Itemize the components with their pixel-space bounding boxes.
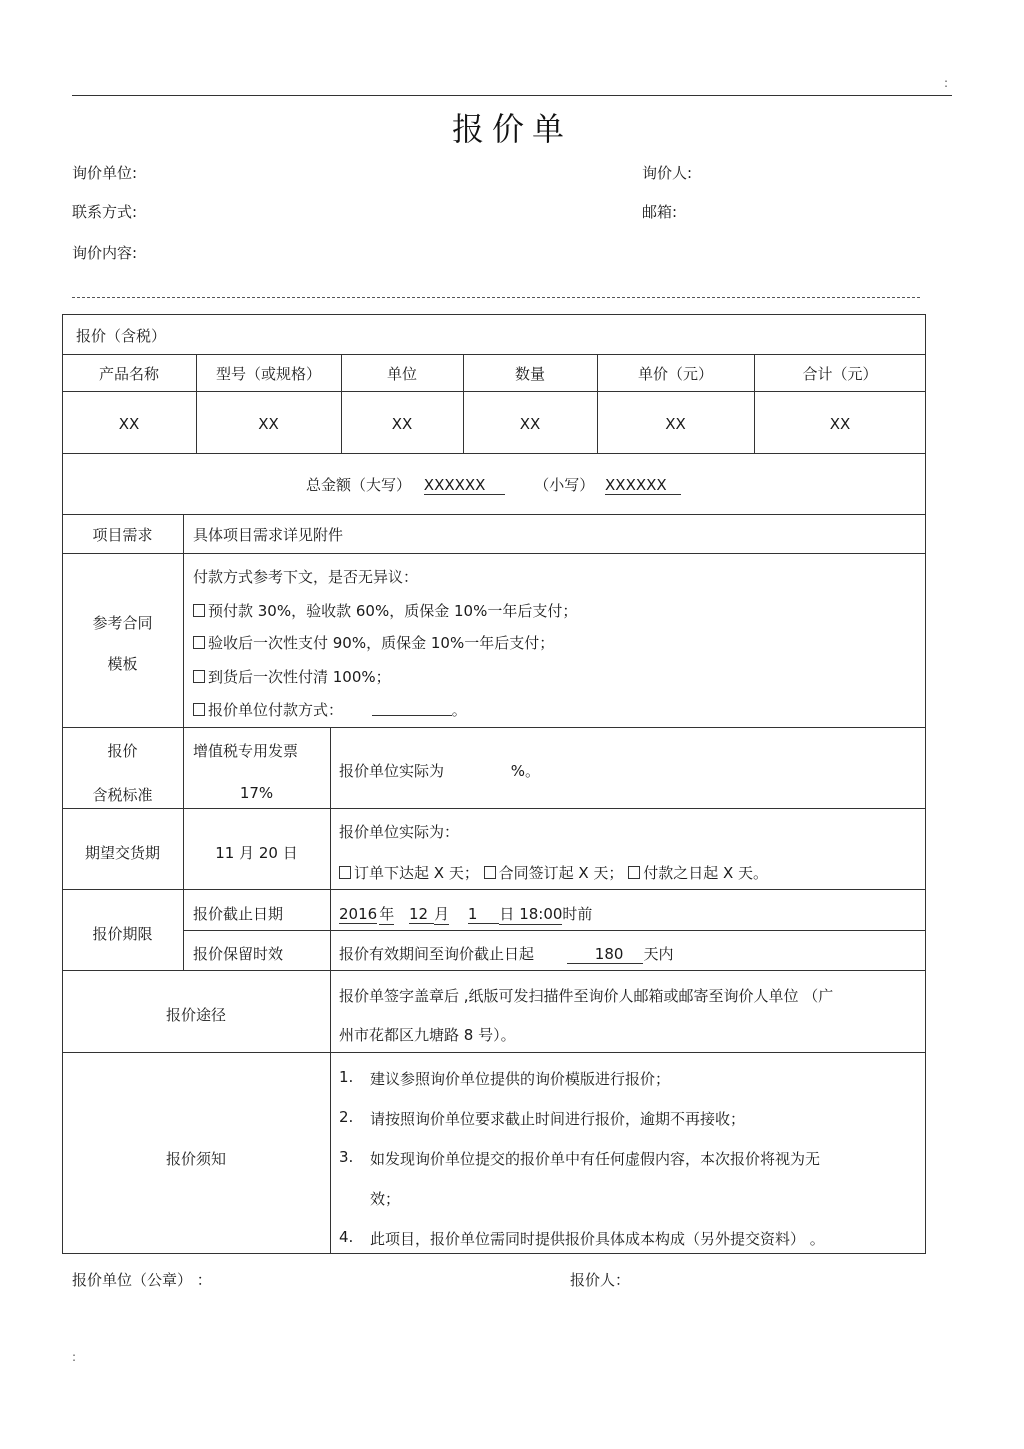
total-big-label: 总金额（大写） — [306, 476, 412, 494]
validity-days: 180 — [567, 945, 644, 964]
tax-label-line1: 报价 — [107, 742, 138, 760]
checkbox-icon[interactable] — [628, 866, 640, 879]
corner-mark-top: : — [944, 76, 949, 90]
checkbox-icon[interactable] — [193, 604, 205, 617]
contract-option-4-label: 报价单位付款方式： — [208, 701, 344, 719]
inquiry-unit-label: 询价单位: — [72, 164, 138, 182]
footer-unit-seal: 报价单位（公章） ： — [72, 1271, 212, 1289]
contract-option-2 — [193, 632, 554, 653]
total-small-value: XXXXXX — [605, 476, 681, 495]
table-line — [62, 514, 926, 515]
notice-num-4: 4. — [339, 1228, 354, 1246]
contract-option-1-label: 预付款 30%，验收款 60%，质保金 10%一年后支付； — [208, 602, 578, 620]
col-header-model: 型号（或规格） — [215, 365, 321, 383]
corner-mark-bottom: : — [72, 1350, 77, 1364]
cutoff-month-unit: 月 — [434, 905, 450, 923]
dashed-separator — [72, 297, 920, 298]
notice-text-4: 此项目，报价单位需同时提供报价具体成本构成（另外提交资料） 。 — [370, 1230, 825, 1248]
col-header-total: 合计（元） — [802, 365, 878, 383]
tax-actual-prefix: 报价单位实际为 — [339, 762, 445, 780]
table-line — [183, 930, 926, 931]
tax-type-line1: 增值税专用发票 — [193, 742, 299, 760]
checkbox-icon[interactable] — [339, 866, 351, 879]
table-line — [62, 354, 926, 355]
table-line — [62, 970, 926, 971]
notice-label: 报价须知 — [165, 1150, 226, 1168]
col-header-unit-price: 单价（元） — [637, 365, 713, 383]
contract-option-3-label: 到货后一次性付清 100%； — [208, 668, 391, 686]
inquiry-content-label: 询价内容: — [72, 244, 138, 262]
notice-num-1: 1. — [339, 1068, 354, 1086]
validity — [339, 943, 673, 964]
inquirer-label: 询价人: — [642, 164, 693, 182]
validity-prefix: 报价有效期间至询价截止日起 — [339, 945, 535, 963]
table-line — [62, 808, 926, 809]
delivery-date: 11 月 20 日 — [215, 844, 298, 862]
validity-suffix: 天内 — [643, 945, 674, 963]
delivery-opt2: 合同签订起 X 天； — [498, 864, 624, 882]
contract-option-2-label: 验收后一次性支付 90%，质保金 10%一年后支付； — [208, 634, 555, 652]
notice-text-3b: 效； — [370, 1190, 401, 1208]
cell-quantity: XX — [519, 415, 541, 433]
checkbox-icon[interactable] — [193, 670, 205, 683]
table-line — [330, 727, 331, 970]
top-rule — [72, 95, 952, 96]
cutoff-month: 12 — [409, 905, 434, 924]
delivery-label: 期望交货期 — [84, 844, 160, 862]
notice-text-3: 如发现询价单位提交的报价单中有任何虚假内容，本次报价将视为无 — [370, 1150, 821, 1168]
checkbox-icon[interactable] — [193, 703, 205, 716]
total-big-value: XXXXXX — [424, 476, 506, 495]
cutoff-year: 2016 — [339, 905, 378, 923]
requirement-label: 项目需求 — [92, 526, 153, 544]
tax-type-line2: 17% — [239, 784, 274, 802]
payment-method-blank[interactable] — [372, 701, 452, 716]
cell-total: XX — [829, 415, 851, 433]
col-header-unit: 单位 — [386, 365, 417, 383]
contract-intro: 付款方式参考下文，是否无异议： — [193, 568, 419, 586]
cutoff-day-time: 日 18:00 — [499, 905, 563, 923]
notice-num-2: 2. — [339, 1108, 354, 1126]
notice-text-1: 建议参照询价单位提供的询价模版进行报价； — [370, 1070, 671, 1088]
contract-option-4-end: 。 — [451, 701, 467, 719]
total-small-label: （小写） — [534, 476, 595, 494]
email-label: 邮箱: — [642, 203, 678, 221]
table-line — [330, 970, 331, 1254]
col-header-product: 产品名称 — [98, 365, 159, 383]
delivery-actual: 报价单位实际为： — [339, 823, 460, 841]
checkbox-icon[interactable] — [193, 636, 205, 649]
channel-line2: 州市花都区九塘路 8 号）。 — [339, 1026, 516, 1044]
delivery-opt1: 订单下达起 X 天； — [354, 864, 479, 882]
cell-unit: XX — [391, 415, 413, 433]
cutoff-date — [339, 903, 592, 925]
channel-label: 报价途径 — [165, 1006, 226, 1024]
table-line — [62, 553, 926, 554]
notice-num-3: 3. — [339, 1148, 354, 1166]
table-line — [62, 1052, 926, 1053]
table-line — [62, 889, 926, 890]
cutoff-time-suffix: 时前 — [562, 905, 593, 923]
contract-label-line1: 参考合同 — [92, 614, 153, 632]
cutoff-label: 报价截止日期 — [193, 905, 284, 923]
col-header-quantity: 数量 — [514, 365, 545, 383]
tax-actual — [339, 760, 540, 781]
footer-quoter: 报价人： — [570, 1271, 631, 1289]
table-line — [62, 391, 926, 392]
table-line — [62, 727, 926, 728]
contact-label: 联系方式: — [72, 203, 138, 221]
tax-label-line2: 含税标准 — [92, 786, 153, 804]
contract-option-4 — [193, 699, 467, 720]
contract-label-line2: 模板 — [107, 655, 138, 673]
contract-option-3 — [193, 666, 391, 687]
tax-actual-suffix: %。 — [510, 762, 541, 780]
contract-option-1 — [193, 600, 577, 621]
cell-unit-price: XX — [665, 415, 686, 433]
page-title: 报价单 — [451, 110, 572, 148]
cutoff-year-unit: 年 — [379, 905, 395, 923]
delivery-opt3: 付款之日起 X 天。 — [643, 864, 769, 882]
requirement-value: 具体项目需求详见附件 — [193, 526, 344, 544]
table-line — [183, 514, 184, 970]
total-amount-row — [306, 474, 681, 495]
section-title: 报价（含税） — [76, 327, 167, 345]
cell-model: XX — [258, 415, 279, 433]
notice-text-2: 请按照询价单位要求截止时间进行报价，逾期不再接收； — [370, 1110, 746, 1128]
table-line — [62, 453, 926, 454]
cell-product: XX — [118, 415, 140, 433]
validity-label: 报价保留时效 — [193, 945, 284, 963]
cutoff-day: 1 — [468, 905, 500, 924]
delivery-options — [339, 862, 768, 883]
channel-line1: 报价单签字盖章后 ,纸版可发扫描件至询价人邮箱或邮寄至询价人单位 （广 — [339, 987, 834, 1005]
deadline-label: 报价期限 — [92, 925, 153, 943]
checkbox-icon[interactable] — [484, 866, 496, 879]
